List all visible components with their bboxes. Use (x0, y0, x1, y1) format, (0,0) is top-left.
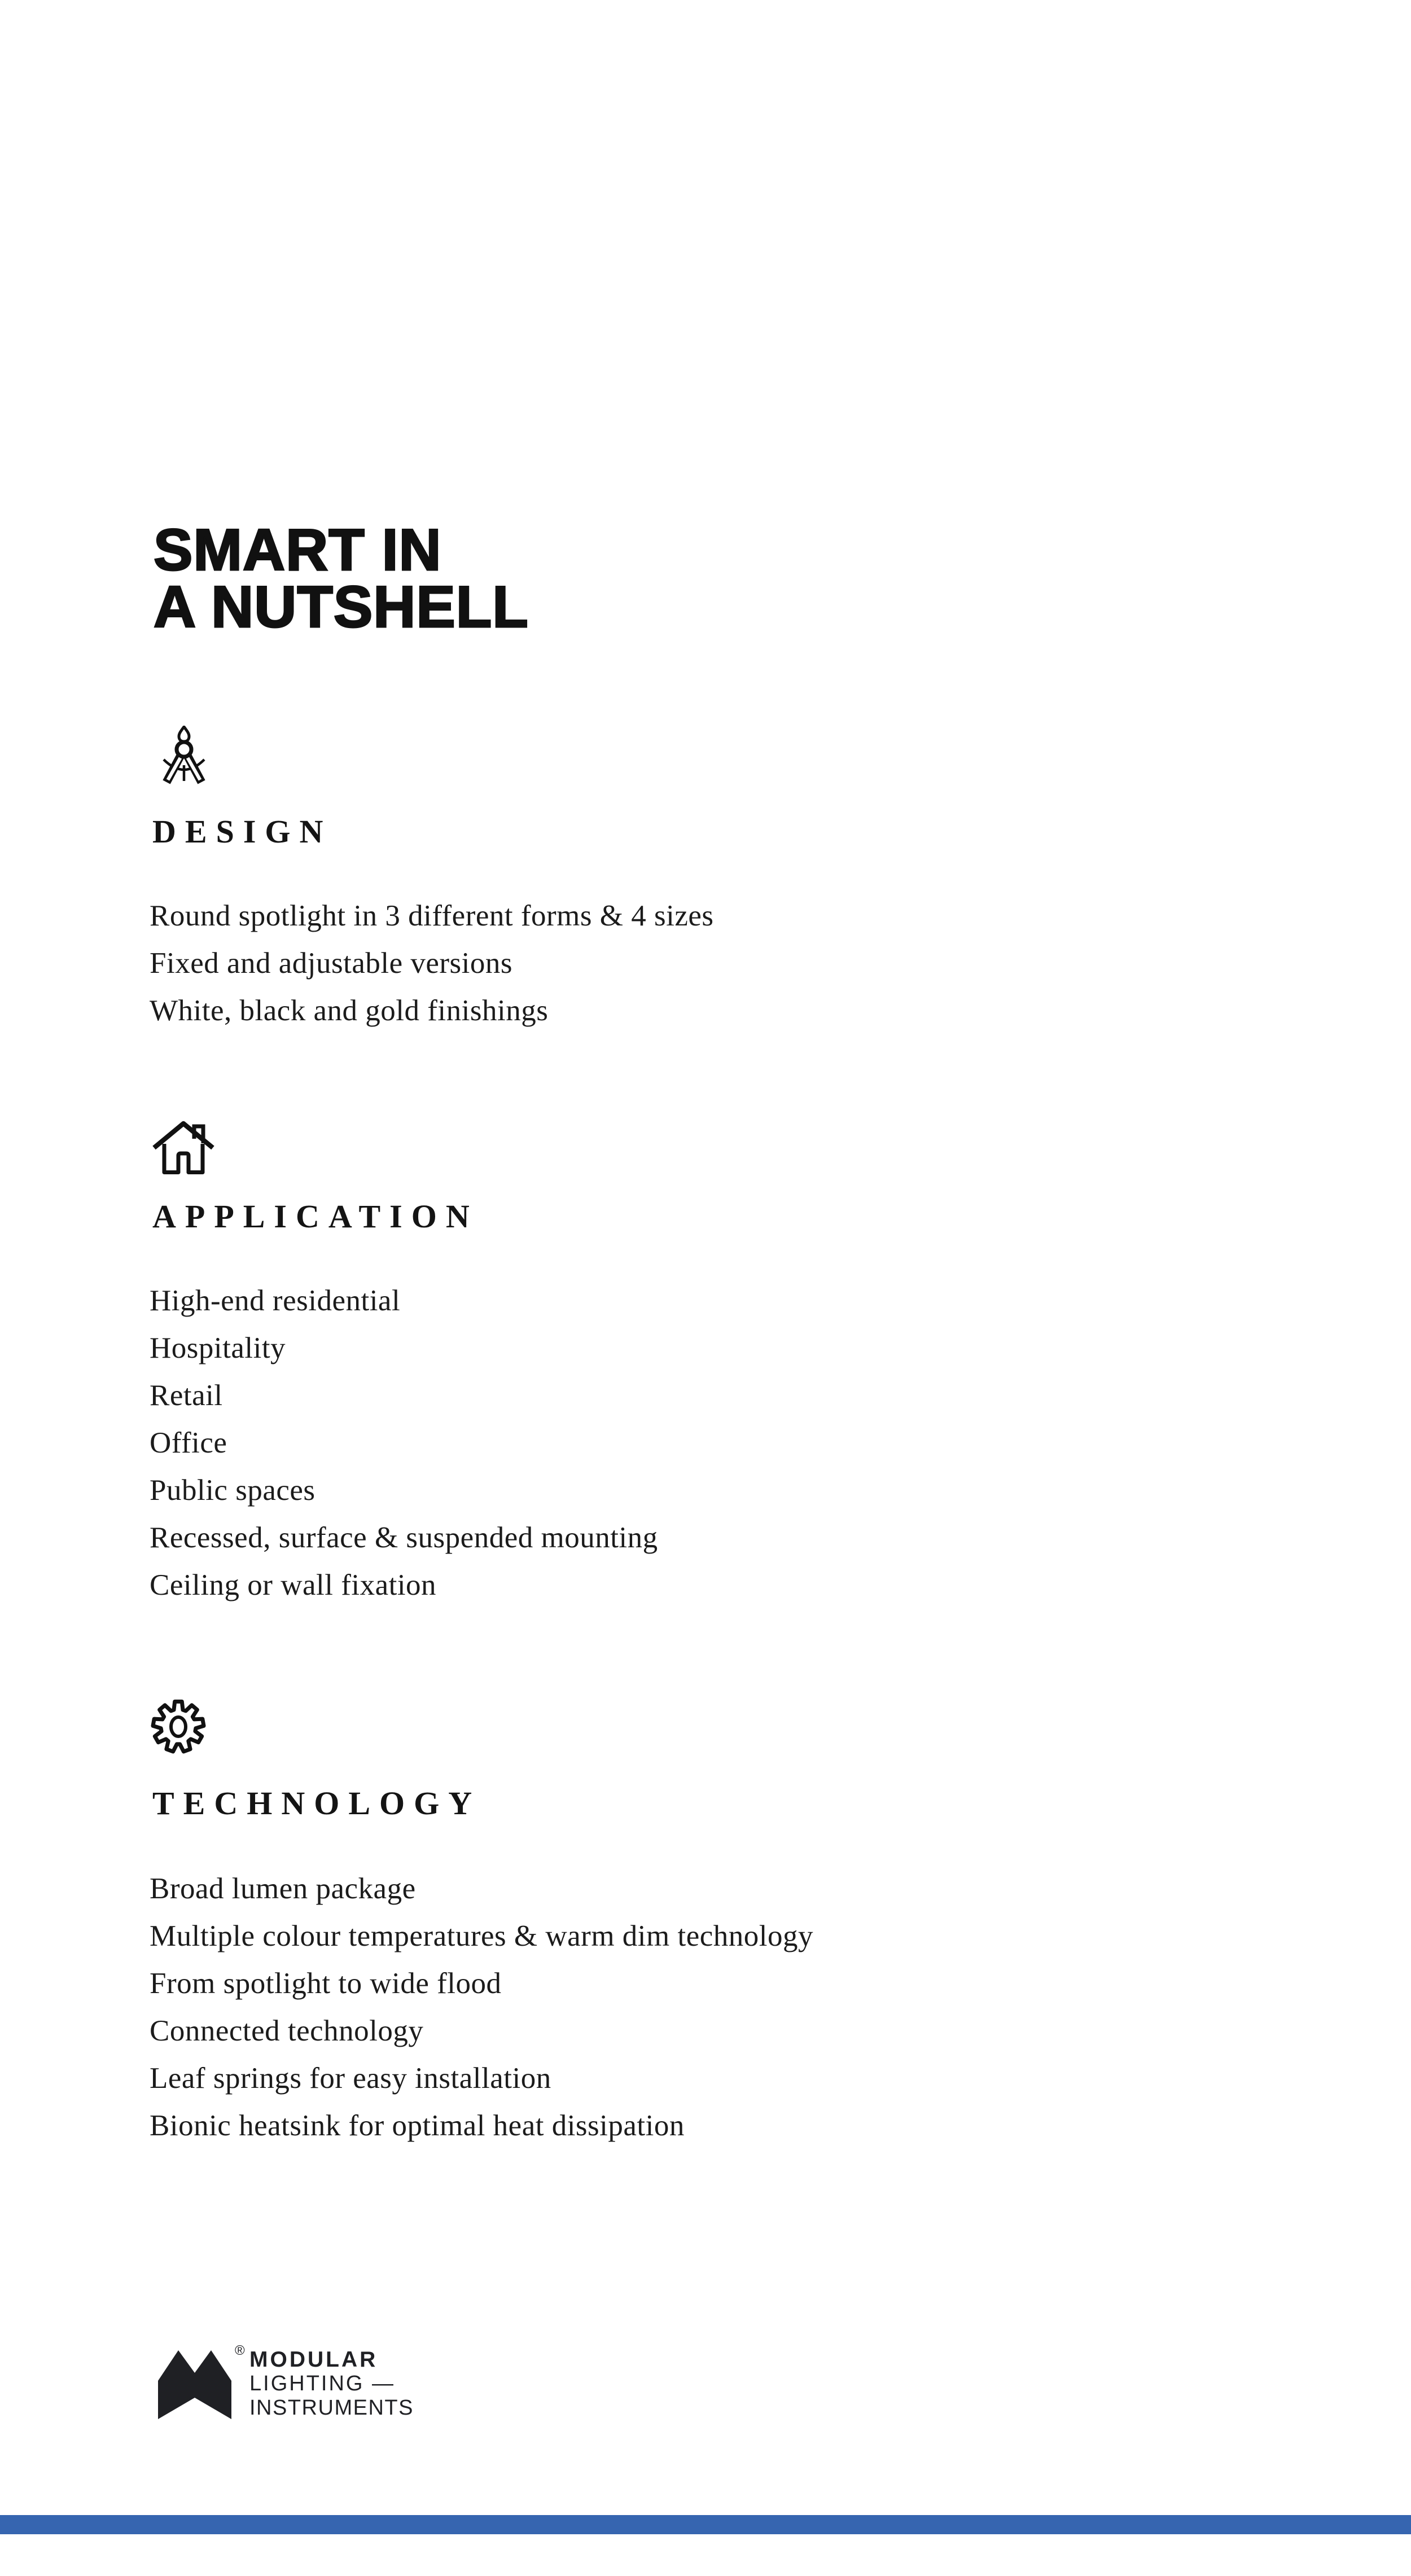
technology-list (150, 1865, 813, 2149)
page-title (154, 517, 529, 640)
list-item: Bionic heatsink for optimal heat dissipation (150, 2109, 685, 2142)
list-item: Recessed, surface & suspended mounting (150, 1521, 658, 1554)
section-heading-design: DESIGN (152, 813, 332, 850)
brand-line-modular: MODULAR (249, 2347, 378, 2372)
section-heading-application: APPLICATION (152, 1198, 479, 1235)
application-list (150, 1277, 658, 1609)
page-title-line1: SMART IN (154, 517, 442, 583)
list-item: Office (150, 1427, 227, 1459)
list-item: High-end residential (150, 1284, 401, 1317)
drafting-compass-icon (158, 726, 210, 789)
brand-line-instruments: INSTRUMENTS (249, 2396, 414, 2420)
modular-logo-mark-icon (158, 2350, 231, 2422)
design-list (150, 892, 714, 1034)
list-item: Leaf springs for easy installation (150, 2062, 551, 2095)
gear-icon (150, 1695, 207, 1758)
brand-line-lighting: LIGHTING — (249, 2372, 396, 2395)
list-item: Connected technology (150, 2015, 424, 2047)
list-item: Ceiling or wall fixation (150, 1569, 437, 1601)
list-item: Retail (150, 1379, 223, 1412)
list-item: Broad lumen package (150, 1872, 416, 1905)
bottom-accent-bar (0, 2515, 1411, 2534)
list-item: Round spotlight in 3 different forms & 4 sizes (150, 899, 714, 932)
list-item: From spotlight to wide flood (150, 1967, 502, 2000)
list-item: White, black and gold finishings (150, 994, 549, 1027)
list-item: Fixed and adjustable versions (150, 947, 513, 980)
section-heading-technology: TECHNOLOGY (152, 1785, 481, 1822)
list-item: Public spaces (150, 1474, 315, 1507)
registered-trademark-icon: ® (235, 2343, 245, 2358)
list-item: Hospitality (150, 1332, 286, 1364)
house-icon (151, 1120, 216, 1175)
list-item: Multiple colour temperatures & warm dim technology (150, 1920, 813, 1952)
page-title-line2: A NUTSHELL (154, 574, 529, 640)
brand-wordmark (249, 2347, 414, 2420)
